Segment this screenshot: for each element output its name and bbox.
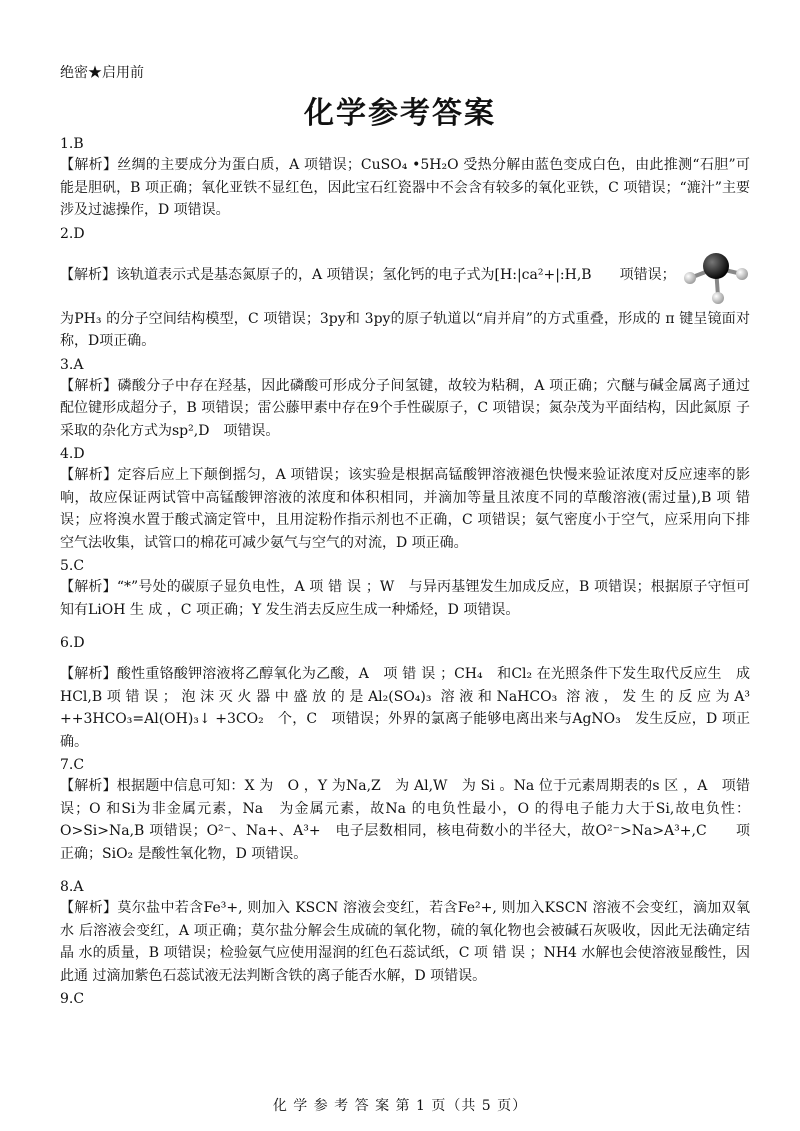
question-number: 5.C — [60, 558, 85, 574]
explanation-with-figure — [60, 246, 750, 306]
explanation-text: 酸性重铬酸钾溶液将乙醇氧化为乙酸，A 项 错 误 ；CH₄ 和Cl₂ 在光照条件下发生取代反应生 成HCl,B项错误；泡沫灭火器中盛放的是Al₂(SO₄)₃ 溶液和NaHCO₃ 溶液，发生的反应为A³ ++3HCO₃=Al(OH)₃↓ +3CO₂ 个，C 项错误；外界的氯离子能够电离出来与AgNO₃ 发生反应，D 项正确。 — [60, 666, 751, 750]
explanation — [60, 264, 680, 287]
analysis-tag: 【解析】 — [60, 900, 118, 916]
question-number: 7.C — [60, 757, 85, 773]
question-number: 2.D — [60, 225, 85, 242]
explanation-text: “*”号处的碳原子显负电性，A 项 错 误 ；W 与异丙基锂发生加成反应，B 项错误；根据原子守恒可 知有LiOH 生 成 ，C 项正确；Y 发生消去反应生成一种烯烃，D 项错误。 — [60, 579, 751, 618]
analysis-tag: 【解析】 — [60, 267, 116, 284]
ph3-molecule-model-image — [680, 246, 750, 306]
question-number: 3.A — [60, 356, 84, 373]
question-number: 1.B — [60, 136, 84, 152]
explanation-continued: 为PH₃ 的分子空间结构模型，C 项错误；3py和 3py的原子轨道以“肩并肩”的方式重叠，形成的 π 键呈镜面对称，D项正确。 — [60, 310, 750, 349]
explanation — [60, 897, 750, 987]
page-footer: 化 学 参 考 答 案 第 1 页（共 5 页） — [272, 1098, 528, 1114]
analysis-tag: 【解析】 — [60, 467, 118, 483]
explanation-text: 丝绸的主要成分为蛋白质，A 项错误；CuSO₄ •5H₂O 受热分解由蓝色变成白色，由此推测“石胆”可能是胆矾，B 项正确；氧化亚铁不显红色，因此宝石红瓷器中不会含有较多的氧化亚铁，C 项错误；“漉汁”主要涉及过滤操作，D 项错误。 — [60, 157, 751, 218]
explanation — [60, 464, 750, 554]
confidential-label: 绝密★启用前 — [60, 65, 144, 81]
explanation — [60, 775, 750, 865]
explanation-text: 莫尔盐中若含Fe³+, 则加入 KSCN 溶液会变红，若含Fe²+, 则加入KSCN 溶液不会变红，滴加双氧水 后溶液会变红，A 项正确；莫尔盐分解会生成硫的氧化物，硫的氧化物也会被碱石灰吸收，因此无法确定结晶 水的质量，B 项错误；检验氨气应使用湿润的红色石蕊试纸，C 项 错 误 ；NH4 水解也会使溶液显酸性，因此通 过滴加紫色石蕊试液无法判断含铁的离子能否水解，D 项错误。 — [60, 900, 751, 984]
analysis-tag: 【解析】 — [60, 377, 118, 394]
analysis-tag: 【解析】 — [60, 157, 118, 173]
question-number: 9.C — [60, 991, 85, 1007]
explanation — [60, 375, 750, 443]
analysis-tag: 【解析】 — [60, 666, 117, 682]
explanation — [60, 154, 750, 222]
explanation — [60, 576, 750, 621]
question-number: 6.D — [60, 635, 85, 651]
explanation-text: 根据题中信息可知：X 为 O ，Y 为Na,Z 为 Al,W 为 Si 。Na 位于元素周期表的s 区 ，A 项错误；O 和Si为非金属元素，Na 为金属元素，故Na 的电负性最小，O 的得电子能力大于Si,故电负性：O>Si>Na,B 项错误；O²⁻、Na+、A³+ 电子层数相同，核电荷数小的半径大，故O²⁻>Na>A³+,C 项正确；SiO₂ 是酸性氧化物，D 项错误。 — [60, 778, 750, 862]
question-number: 8.A — [60, 879, 84, 895]
answer-list — [60, 134, 750, 1009]
question-number: 4.D — [60, 446, 85, 462]
analysis-tag: 【解析】 — [60, 778, 117, 794]
explanation-text: 该轨道表示式是基态氮原子的，A 项错误；氢化钙的电子式为[H:|ca²+|:H,B 项错误； — [116, 267, 676, 284]
explanation-text: 定容后应上下颠倒摇匀，A 项错误；该实验是根据高锰酸钾溶液褪色快慢来验证浓度对反应速率的影 响，故应保证两试管中高锰酸钾溶液的浓度和体积相同，并滴加等量且浓度不同的草酸溶液(需过量),B 项 错 误；应将溴水置于酸式滴定管中，且用淀粉作指示剂也不正确，C 项错误；氨气密度小于空气，应采用向下排 空气法收集，试管口的棉花可减少氨气与空气的对流，D 项正确。 — [60, 467, 750, 551]
page-title: 化学参考答案 — [304, 96, 496, 131]
analysis-tag: 【解析】 — [60, 579, 117, 595]
explanation-text: 磷酸分子中存在羟基，因此磷酸可形成分子间氢键，故较为粘稠，A 项正确；穴醚与碱金属离子通过 配位键形成超分子，B 项错误；雷公藤甲素中存在9个手性碳原子，C 项错误；氮杂茂为平面结构，因此氮原 子采取的杂化方式为sp²,D 项错误。 — [60, 377, 750, 439]
explanation — [60, 663, 750, 753]
